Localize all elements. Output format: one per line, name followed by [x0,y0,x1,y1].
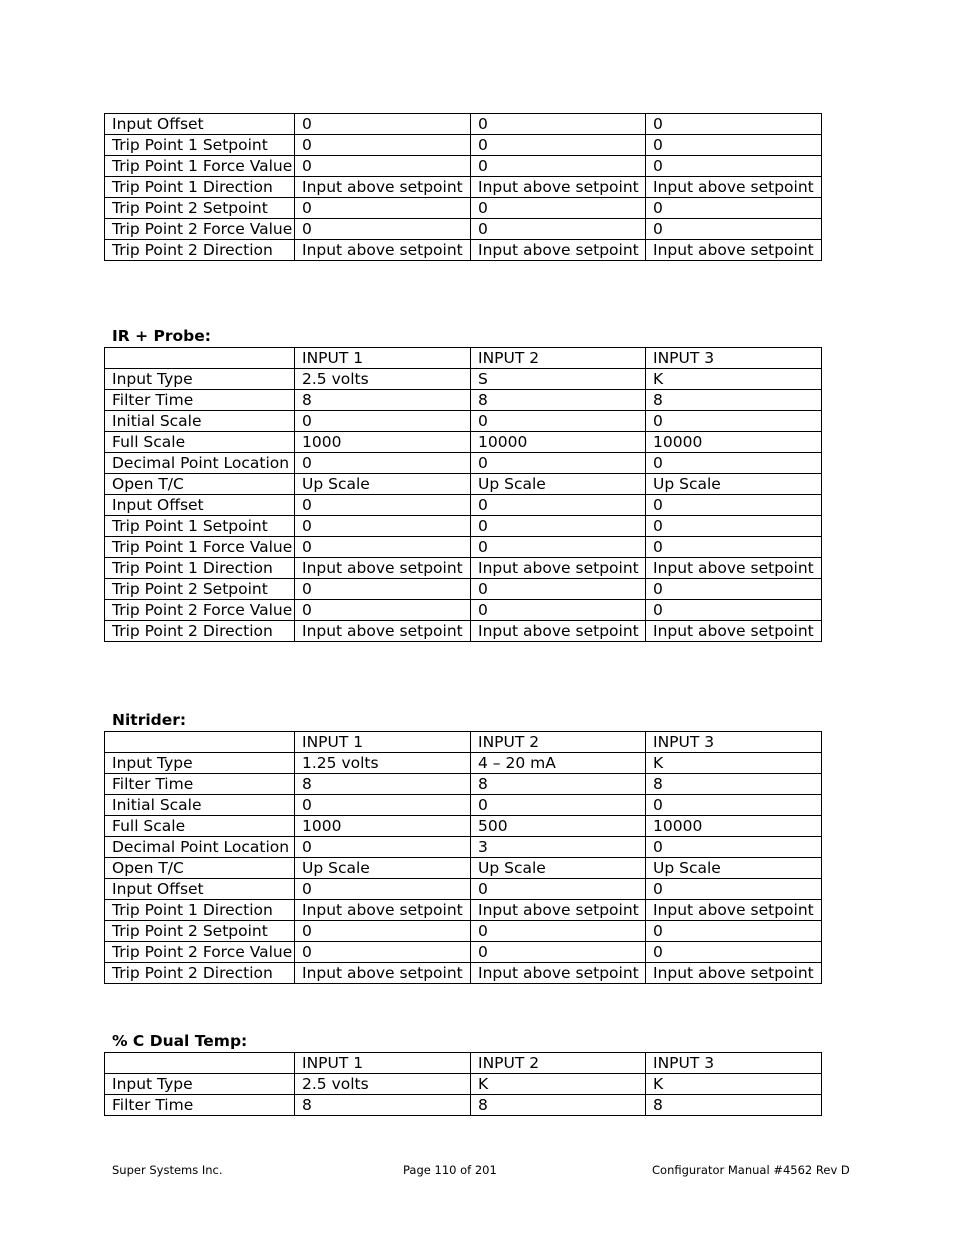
value-cell: 0 [471,600,646,621]
value-cell: 0 [295,135,471,156]
value-cell: 0 [646,516,822,537]
table-row [105,774,822,795]
value-cell: 0 [295,198,471,219]
value-cell: K [646,369,822,390]
row-label-cell: Trip Point 2 Direction [105,963,295,984]
table-row [105,453,822,474]
value-cell: 0 [471,114,646,135]
row-label-cell: Input Offset [105,114,295,135]
value-cell: 2.5 volts [295,369,471,390]
value-cell: 8 [471,390,646,411]
table-row [105,795,822,816]
row-label-cell: Input Offset [105,879,295,900]
value-cell: 0 [471,942,646,963]
value-cell: K [646,1074,822,1095]
continued-table-table [104,113,822,261]
table-row [105,621,822,642]
value-cell: 0 [646,537,822,558]
table-row [105,921,822,942]
value-cell: 8 [646,774,822,795]
value-cell: 4 – 20 mA [471,753,646,774]
value-cell: 10000 [646,432,822,453]
row-label-cell: Trip Point 2 Force Value [105,600,295,621]
value-cell: Up Scale [471,858,646,879]
value-cell: Up Scale [471,474,646,495]
value-cell: 0 [646,198,822,219]
value-cell: Up Scale [295,474,471,495]
value-cell: Input above setpoint [646,621,822,642]
header-cell: INPUT 2 [471,1053,646,1074]
value-cell: 0 [471,411,646,432]
value-cell: Input above setpoint [471,900,646,921]
table-row [105,942,822,963]
table-row [105,240,822,261]
table-row [105,600,822,621]
table-row [105,1074,822,1095]
row-label-cell: Trip Point 2 Setpoint [105,579,295,600]
value-cell: 0 [471,495,646,516]
ir-probe-section-title: IR + Probe: [112,327,211,345]
row-label-cell: Full Scale [105,432,295,453]
row-label-cell: Trip Point 1 Force Value [105,156,295,177]
table-row [105,558,822,579]
row-label-cell: Trip Point 2 Force Value [105,219,295,240]
table-row [105,474,822,495]
value-cell: S [471,369,646,390]
row-label-cell: Open T/C [105,858,295,879]
value-cell: 0 [295,495,471,516]
header-cell [105,348,295,369]
header-cell: INPUT 1 [295,732,471,753]
table-header-row [105,348,822,369]
table-header-row [105,732,822,753]
table-row [105,219,822,240]
value-cell: Input above setpoint [471,558,646,579]
header-cell: INPUT 1 [295,348,471,369]
table-row [105,390,822,411]
table-row [105,753,822,774]
header-cell: INPUT 3 [646,732,822,753]
row-label-cell: Trip Point 2 Setpoint [105,921,295,942]
header-cell: INPUT 2 [471,348,646,369]
value-cell: 0 [471,156,646,177]
value-cell: 0 [295,114,471,135]
value-cell: 0 [646,219,822,240]
row-label-cell: Filter Time [105,1095,295,1116]
row-label-cell: Input Type [105,369,295,390]
value-cell: K [646,753,822,774]
row-label-cell: Trip Point 1 Setpoint [105,516,295,537]
value-cell: 8 [295,390,471,411]
row-label-cell: Trip Point 1 Direction [105,900,295,921]
value-cell: 0 [646,453,822,474]
value-cell: 1.25 volts [295,753,471,774]
value-cell: 0 [471,198,646,219]
value-cell: 0 [646,114,822,135]
value-cell: Input above setpoint [471,963,646,984]
table-row [105,411,822,432]
value-cell: 10000 [471,432,646,453]
value-cell: 0 [471,516,646,537]
value-cell: 0 [295,795,471,816]
pct-c-dual-temp-section-title: % C Dual Temp: [112,1032,248,1050]
value-cell: Input above setpoint [646,963,822,984]
table-row [105,963,822,984]
value-cell: Input above setpoint [646,900,822,921]
value-cell: Up Scale [646,858,822,879]
table-row [105,900,822,921]
value-cell: Up Scale [646,474,822,495]
value-cell: 8 [471,1095,646,1116]
value-cell: Input above setpoint [295,963,471,984]
row-label-cell: Decimal Point Location [105,837,295,858]
row-label-cell: Trip Point 2 Force Value [105,942,295,963]
header-cell [105,1053,295,1074]
value-cell: Input above setpoint [295,558,471,579]
value-cell: 0 [295,537,471,558]
value-cell: Input above setpoint [295,177,471,198]
value-cell: 8 [646,390,822,411]
value-cell: 0 [471,135,646,156]
row-label-cell: Initial Scale [105,411,295,432]
value-cell: Input above setpoint [471,621,646,642]
value-cell: 0 [646,495,822,516]
footer-company: Super Systems Inc. [112,1163,223,1177]
header-cell: INPUT 2 [471,732,646,753]
value-cell: 0 [295,156,471,177]
value-cell: 0 [471,219,646,240]
value-cell: 0 [471,921,646,942]
value-cell: Input above setpoint [295,621,471,642]
value-cell: 0 [646,600,822,621]
nitrider-section-title: Nitrider: [112,711,187,729]
value-cell: 2.5 volts [295,1074,471,1095]
value-cell: 0 [295,942,471,963]
row-label-cell: Input Offset [105,495,295,516]
value-cell: 3 [471,837,646,858]
value-cell: 0 [471,795,646,816]
header-cell [105,732,295,753]
value-cell: 0 [295,600,471,621]
value-cell: 0 [646,579,822,600]
value-cell: 0 [471,453,646,474]
row-label-cell: Input Type [105,1074,295,1095]
value-cell: 8 [295,1095,471,1116]
value-cell: 0 [646,921,822,942]
value-cell: 8 [646,1095,822,1116]
table-row [105,369,822,390]
value-cell: Input above setpoint [471,177,646,198]
row-label-cell: Trip Point 2 Direction [105,621,295,642]
value-cell: 0 [295,837,471,858]
table-row [105,879,822,900]
value-cell: 0 [646,411,822,432]
value-cell: 1000 [295,432,471,453]
footer-page-number: Page 110 of 201 [403,1163,497,1177]
value-cell: 0 [295,921,471,942]
nitrider-table [104,731,822,984]
row-label-cell: Trip Point 1 Direction [105,177,295,198]
value-cell: 0 [471,879,646,900]
table-row [105,516,822,537]
value-cell: 500 [471,816,646,837]
table-row [105,537,822,558]
value-cell: 1000 [295,816,471,837]
value-cell: Input above setpoint [471,240,646,261]
header-cell: INPUT 3 [646,348,822,369]
value-cell: Input above setpoint [646,177,822,198]
row-label-cell: Filter Time [105,774,295,795]
table-row [105,495,822,516]
value-cell: 0 [646,837,822,858]
value-cell: 0 [295,453,471,474]
table-row [105,816,822,837]
value-cell: 0 [646,795,822,816]
value-cell: 0 [295,579,471,600]
row-label-cell: Full Scale [105,816,295,837]
value-cell: 0 [646,942,822,963]
table-row [105,177,822,198]
value-cell: Input above setpoint [295,240,471,261]
table-row [105,858,822,879]
value-cell: Input above setpoint [646,558,822,579]
row-label-cell: Decimal Point Location [105,453,295,474]
value-cell: 0 [295,879,471,900]
value-cell: 8 [471,774,646,795]
row-label-cell: Initial Scale [105,795,295,816]
pct-c-dual-temp-table [104,1052,822,1116]
value-cell: Input above setpoint [295,900,471,921]
row-label-cell: Open T/C [105,474,295,495]
row-label-cell: Filter Time [105,390,295,411]
header-cell: INPUT 1 [295,1053,471,1074]
ir-probe-table [104,347,822,642]
table-row [105,198,822,219]
value-cell: 0 [646,135,822,156]
table-row [105,579,822,600]
value-cell: 0 [646,879,822,900]
table-header-row [105,1053,822,1074]
row-label-cell: Trip Point 1 Direction [105,558,295,579]
value-cell: 8 [295,774,471,795]
value-cell: 0 [471,579,646,600]
value-cell: 0 [295,411,471,432]
value-cell: Up Scale [295,858,471,879]
table-row [105,837,822,858]
row-label-cell: Trip Point 1 Setpoint [105,135,295,156]
value-cell: 0 [646,156,822,177]
footer-manual-id: Configurator Manual #4562 Rev D [652,1163,850,1177]
value-cell: 0 [295,219,471,240]
row-label-cell: Trip Point 1 Force Value [105,537,295,558]
table-row [105,432,822,453]
value-cell: K [471,1074,646,1095]
header-cell: INPUT 3 [646,1053,822,1074]
value-cell: Input above setpoint [646,240,822,261]
table-row [105,135,822,156]
row-label-cell: Input Type [105,753,295,774]
table-row [105,1095,822,1116]
value-cell: 10000 [646,816,822,837]
table-row [105,156,822,177]
table-row [105,114,822,135]
row-label-cell: Trip Point 2 Direction [105,240,295,261]
value-cell: 0 [295,516,471,537]
row-label-cell: Trip Point 2 Setpoint [105,198,295,219]
value-cell: 0 [471,537,646,558]
